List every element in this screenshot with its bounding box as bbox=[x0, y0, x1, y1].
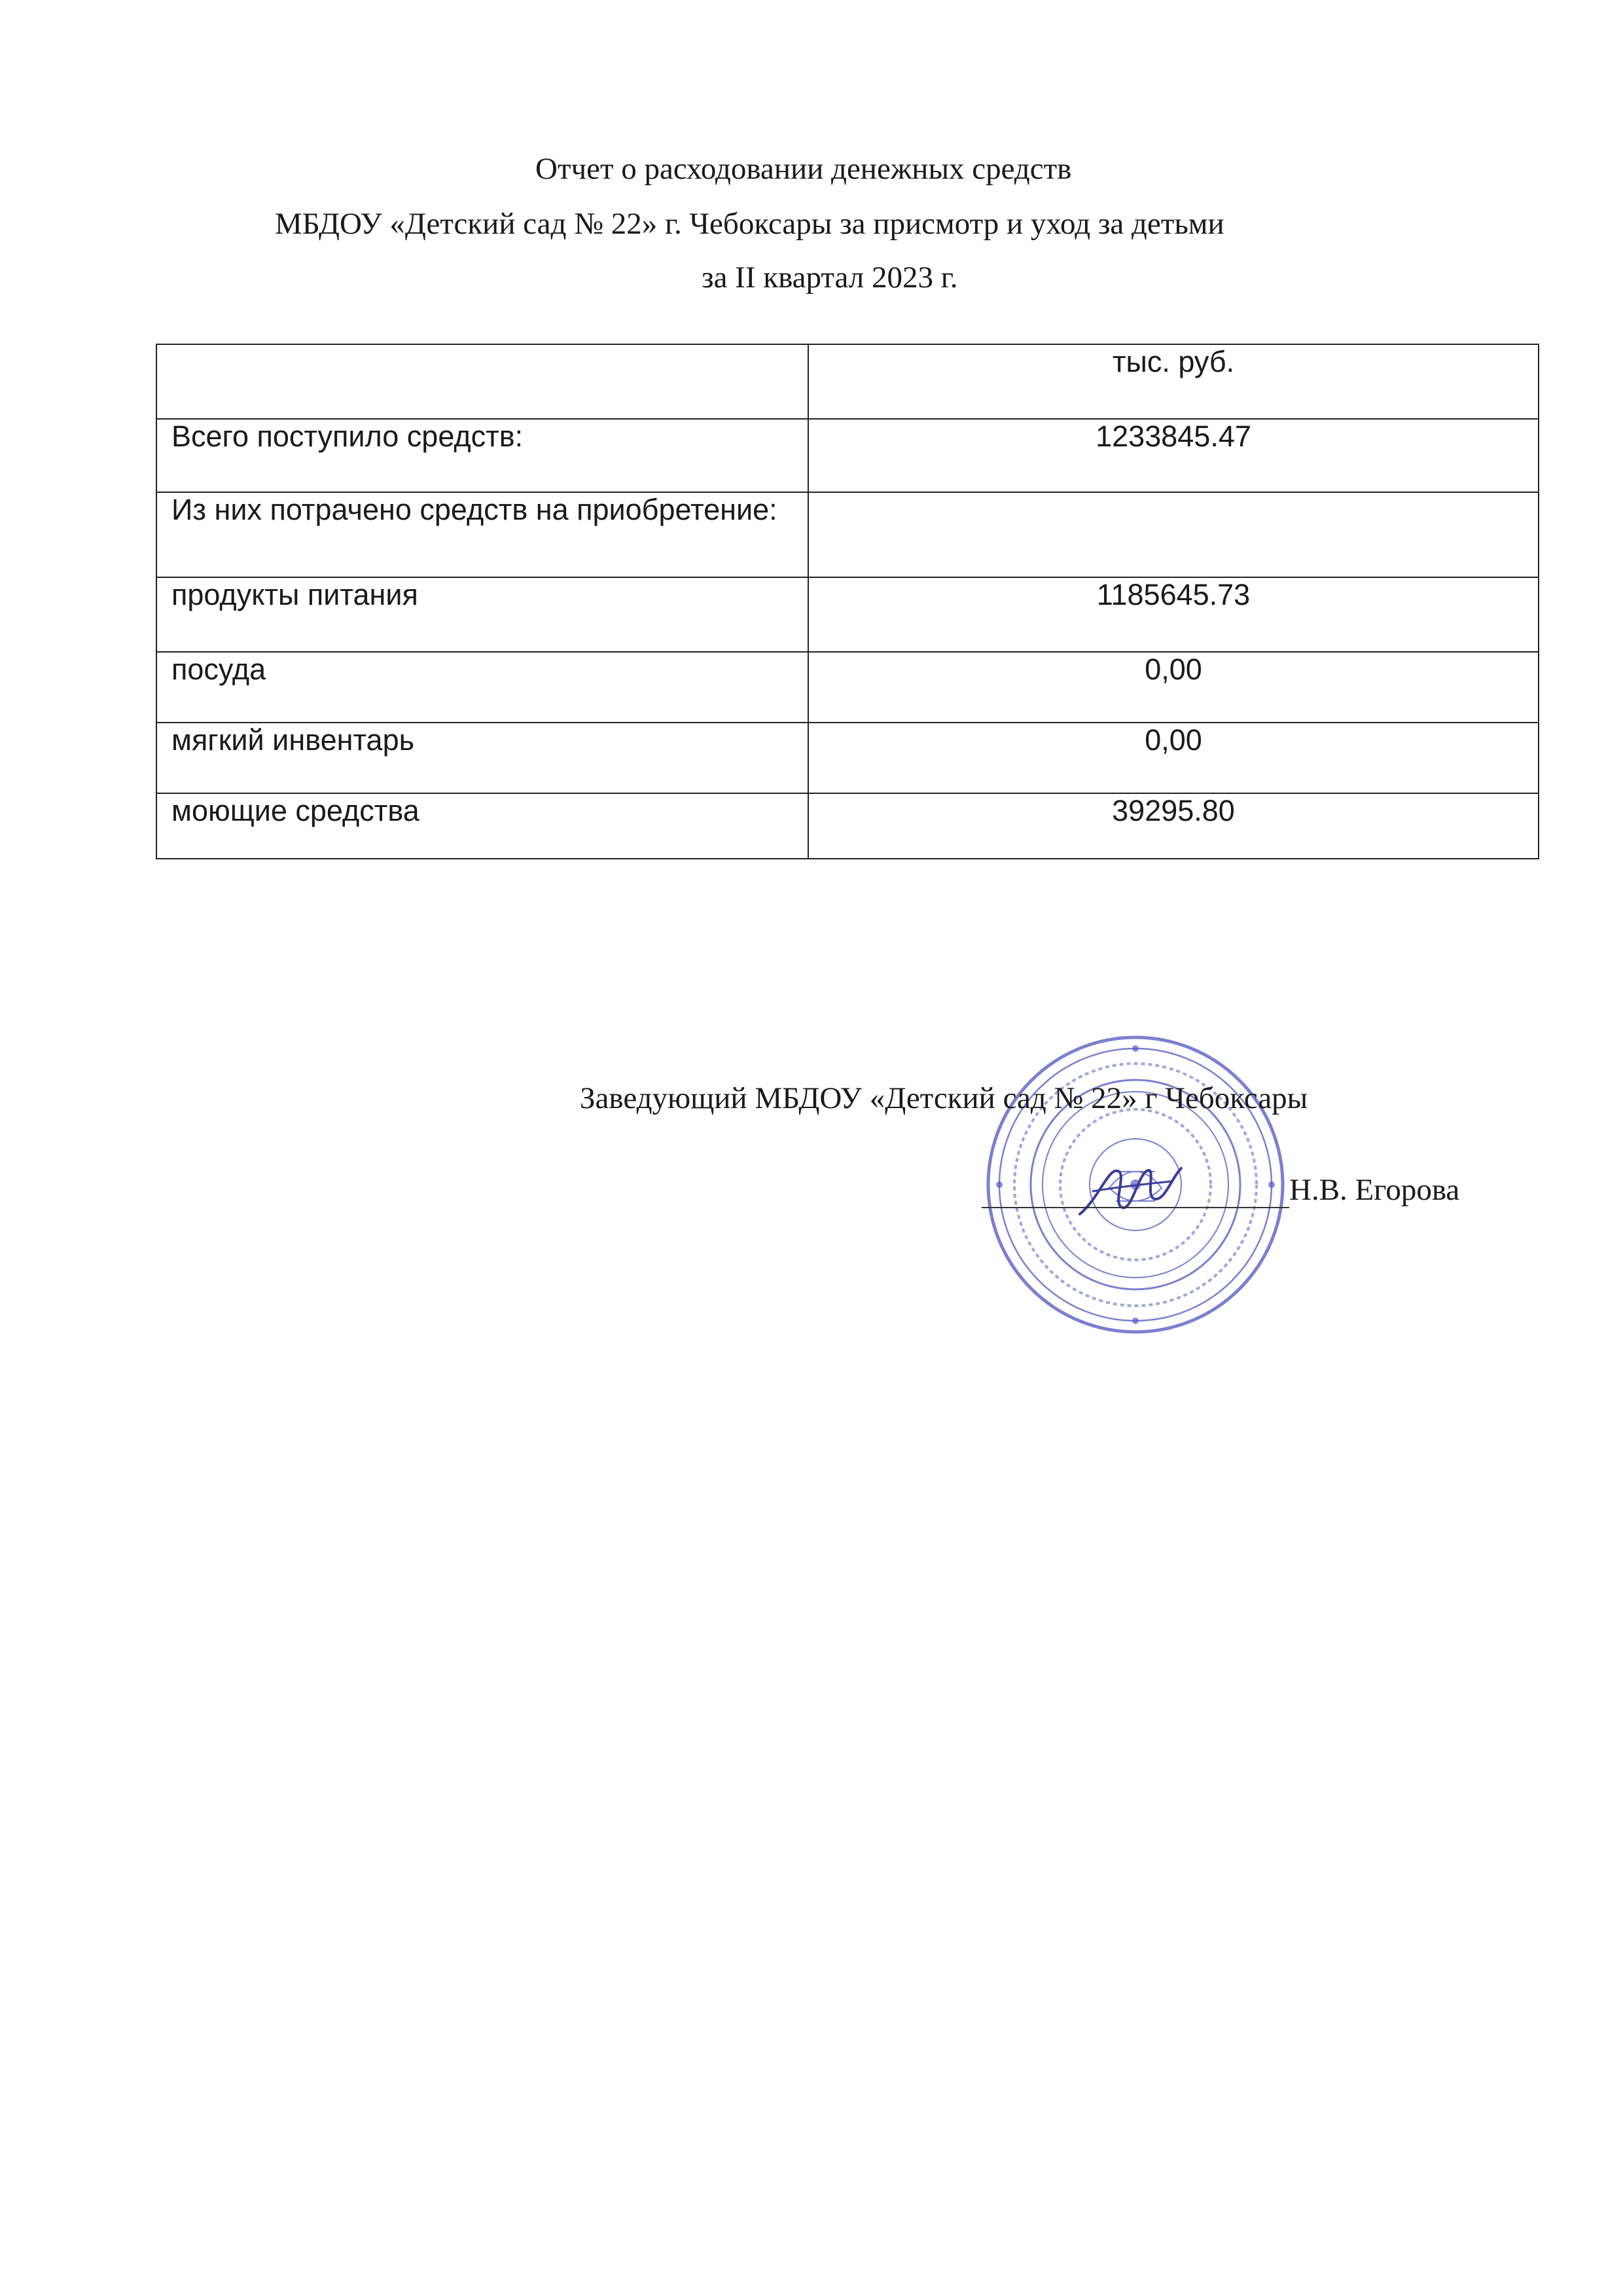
row-label: моющие средства bbox=[156, 793, 808, 859]
signer-name: Н.В. Егорова bbox=[1289, 1173, 1460, 1207]
row-value: 0,00 bbox=[808, 723, 1539, 793]
row-label: мягкий инвентарь bbox=[156, 723, 808, 793]
row-value bbox=[808, 492, 1539, 577]
signature-line bbox=[982, 1207, 1289, 1208]
table-row bbox=[156, 577, 1539, 652]
table-row bbox=[156, 723, 1539, 793]
table-row bbox=[156, 492, 1539, 577]
table-row bbox=[156, 793, 1539, 859]
row-label: Из них потрачено средств на приобретение: bbox=[156, 492, 808, 577]
title-line-3: за II квартал 2023 г. bbox=[702, 260, 958, 295]
row-value: 39295.80 bbox=[808, 793, 1539, 859]
row-label: Всего поступило средств: bbox=[156, 419, 808, 492]
header-empty-cell bbox=[156, 344, 808, 419]
table-header-row bbox=[156, 344, 1539, 419]
row-value: 1233845.47 bbox=[808, 419, 1539, 492]
row-value: 0,00 bbox=[808, 652, 1539, 723]
signer-position: Заведующий МБДОУ «Детский сад № 22» г Чебоксары bbox=[580, 1081, 1308, 1115]
handwritten-signature-icon bbox=[1073, 1152, 1185, 1224]
row-label: продукты питания bbox=[156, 577, 808, 652]
table-row bbox=[156, 652, 1539, 723]
expense-report-table bbox=[156, 344, 1539, 859]
table-row bbox=[156, 419, 1539, 492]
title-line-1: Отчет о расходовании денежных средств bbox=[535, 152, 1072, 186]
unit-header-cell: тыс. руб. bbox=[808, 344, 1539, 419]
title-line-2: МБДОУ «Детский сад № 22» г. Чебоксары за присмотр и уход за детьми bbox=[275, 207, 1224, 241]
row-label: посуда bbox=[156, 652, 808, 723]
row-value: 1185645.73 bbox=[808, 577, 1539, 652]
